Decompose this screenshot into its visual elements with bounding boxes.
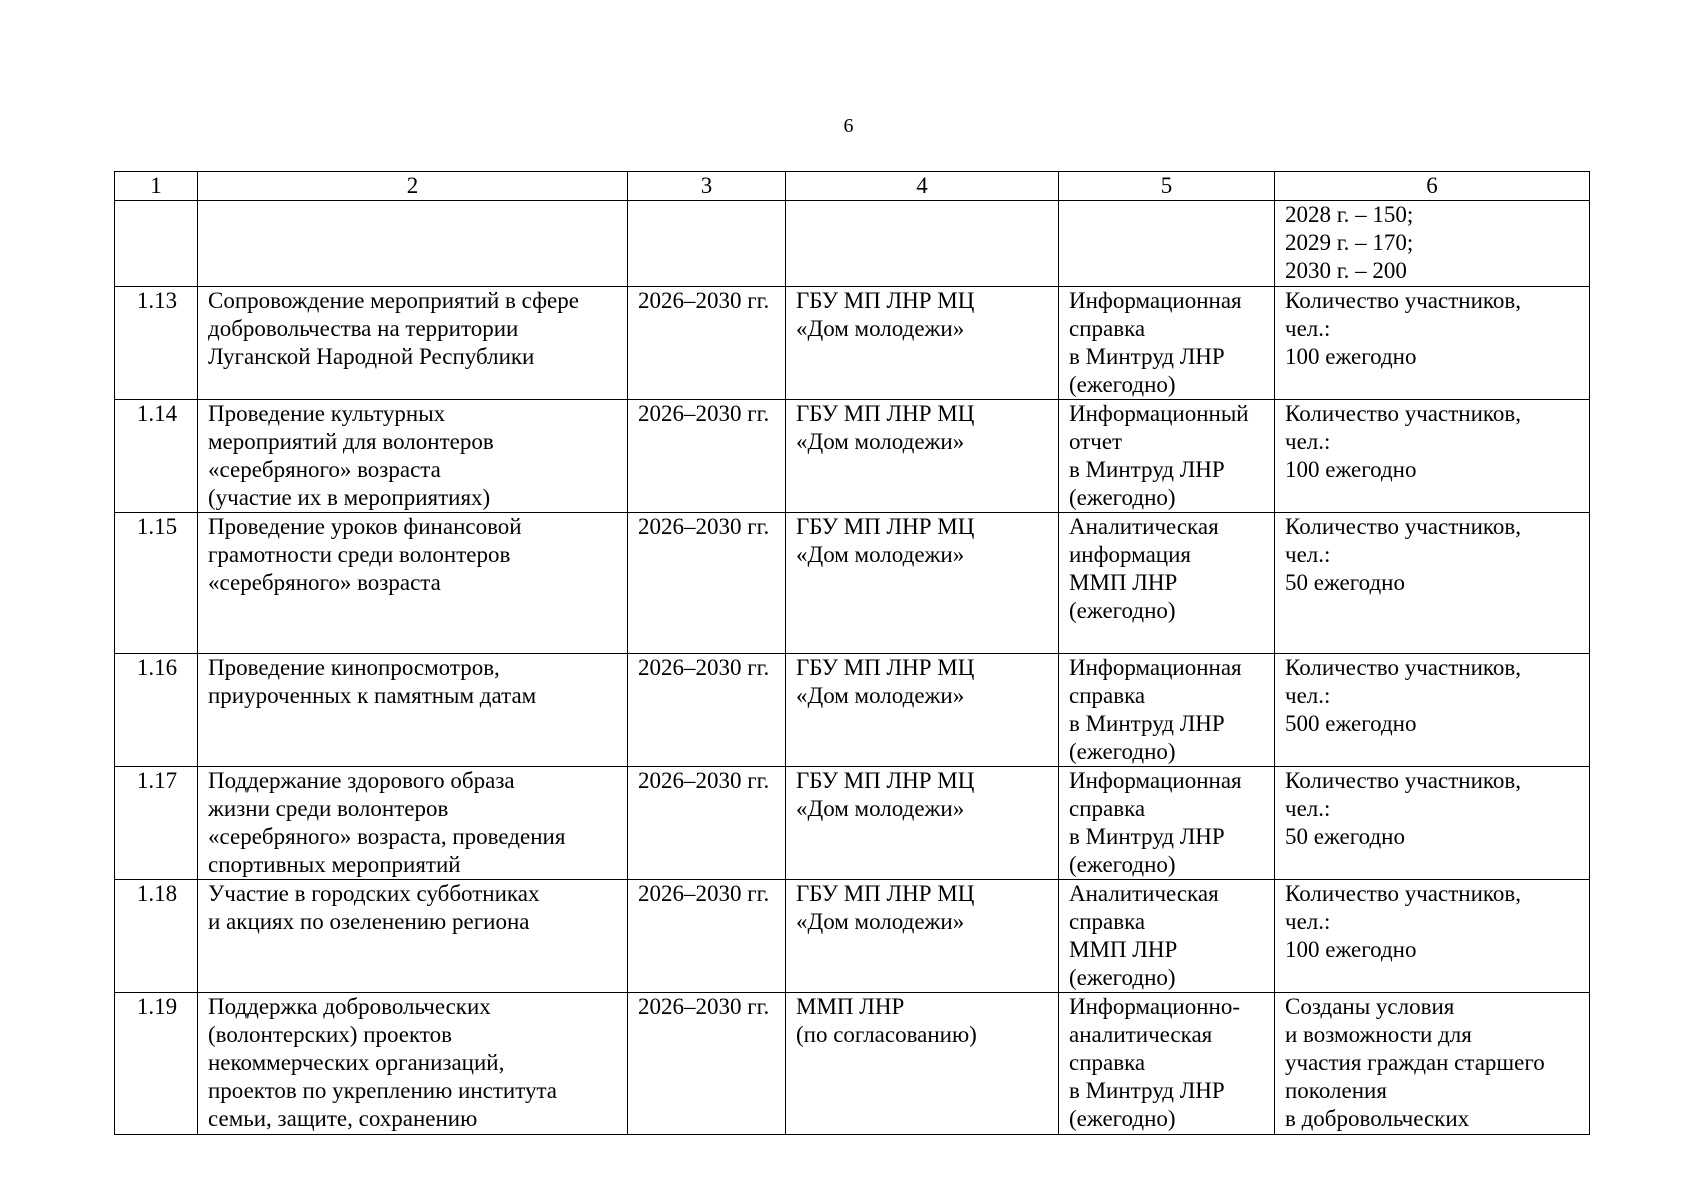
result-line: Количество участников, (1285, 514, 1522, 539)
executor-cell (786, 654, 1059, 767)
result-line: в добровольческих (1285, 1106, 1470, 1131)
table-row (115, 767, 1590, 880)
report-line: (ежегодно) (1069, 965, 1176, 990)
report-line: (ежегодно) (1069, 598, 1176, 623)
result-cell (1275, 513, 1590, 654)
report-line: справка (1069, 316, 1146, 341)
table-row (115, 880, 1590, 993)
number-cell: 1.17 (115, 767, 198, 880)
report-line: аналитическая (1069, 1022, 1213, 1047)
action-line: (участие их в мероприятиях) (208, 485, 491, 510)
report-line: в Минтруд ЛНР (1069, 344, 1225, 369)
result-line: Созданы условия (1285, 994, 1455, 1019)
action-line: «серебряного» возраста (208, 457, 441, 482)
report-line: Аналитическая (1069, 514, 1219, 539)
executor-line: «Дом молодежи» (796, 909, 965, 934)
result-cell (1275, 993, 1590, 1135)
result-line: участия граждан старшего (1285, 1050, 1545, 1075)
result-line: 2029 г. – 170; (1285, 230, 1414, 255)
executor-line: ММП ЛНР (796, 994, 905, 1019)
result-line: Количество участников, (1285, 881, 1522, 906)
action-cell (198, 201, 628, 287)
executor-line: «Дом молодежи» (796, 542, 965, 567)
action-line: мероприятий для волонтеров (208, 429, 494, 454)
result-line: 500 ежегодно (1285, 711, 1417, 736)
action-line: «серебряного» возраста (208, 570, 441, 595)
report-line: Информационный (1069, 401, 1249, 426)
executor-line: ГБУ МП ЛНР МЦ (796, 881, 975, 906)
report-cell (1059, 993, 1275, 1135)
report-line: (ежегодно) (1069, 852, 1176, 877)
result-line: Количество участников, (1285, 401, 1522, 426)
result-line: 100 ежегодно (1285, 344, 1417, 369)
table-row (115, 513, 1590, 654)
executor-line: «Дом молодежи» (796, 796, 965, 821)
executor-cell (786, 201, 1059, 287)
result-line: Количество участников, (1285, 288, 1522, 313)
table-row (115, 287, 1590, 400)
report-line: ММП ЛНР (1069, 937, 1178, 962)
table-row (115, 400, 1590, 513)
action-line: грамотности среди волонтеров (208, 542, 511, 567)
report-line: Информационная (1069, 288, 1242, 313)
result-line: Количество участников, (1285, 655, 1522, 680)
action-line: Сопровождение мероприятий в сфере (208, 288, 579, 313)
result-line: чел.: (1285, 796, 1331, 821)
report-line: Информационная (1069, 768, 1242, 793)
report-line: отчет (1069, 429, 1123, 454)
action-line: проектов по укреплению института (208, 1078, 557, 1103)
column-header-1: 1 (115, 172, 198, 201)
period-cell: 2026–2030 гг. (628, 400, 786, 513)
column-header-4: 4 (786, 172, 1059, 201)
number-cell: 1.16 (115, 654, 198, 767)
report-line: справка (1069, 1050, 1146, 1075)
result-cell (1275, 201, 1590, 287)
action-line: Проведение культурных (208, 401, 446, 426)
report-line: справка (1069, 683, 1146, 708)
number-cell: 1.14 (115, 400, 198, 513)
period-cell: 2026–2030 гг. (628, 513, 786, 654)
executor-cell (786, 513, 1059, 654)
result-line: чел.: (1285, 683, 1331, 708)
period-cell: 2026–2030 гг. (628, 287, 786, 400)
report-line: (ежегодно) (1069, 1106, 1176, 1131)
action-line: приуроченных к памятным датам (208, 683, 537, 708)
plan-table (114, 171, 1590, 1135)
executor-line: ГБУ МП ЛНР МЦ (796, 514, 975, 539)
result-line: чел.: (1285, 429, 1331, 454)
result-line: поколения (1285, 1078, 1387, 1103)
report-cell (1059, 201, 1275, 287)
action-line: (волонтерских) проектов (208, 1022, 452, 1047)
executor-line: ГБУ МП ЛНР МЦ (796, 288, 975, 313)
executor-line: ГБУ МП ЛНР МЦ (796, 401, 975, 426)
action-line: «серебряного» возраста, проведения (208, 824, 566, 849)
executor-line: ГБУ МП ЛНР МЦ (796, 768, 975, 793)
report-line: Информационно- (1069, 994, 1240, 1019)
action-line: Участие в городских субботниках (208, 881, 540, 906)
result-cell (1275, 287, 1590, 400)
report-line: справка (1069, 909, 1146, 934)
report-line: Информационная (1069, 655, 1242, 680)
report-line: в Минтруд ЛНР (1069, 1078, 1225, 1103)
action-line: Поддержание здорового образа (208, 768, 515, 793)
report-line: в Минтруд ЛНР (1069, 457, 1225, 482)
page-number: 6 (843, 115, 854, 137)
result-line: и возможности для (1285, 1022, 1472, 1047)
action-line: Проведение уроков финансовой (208, 514, 522, 539)
action-cell (198, 880, 628, 993)
period-cell (628, 201, 786, 287)
report-line: (ежегодно) (1069, 485, 1176, 510)
report-cell (1059, 767, 1275, 880)
executor-line: «Дом молодежи» (796, 429, 965, 454)
column-header-6: 6 (1275, 172, 1590, 201)
action-line: Луганской Народной Республики (208, 344, 535, 369)
action-line: добровольчества на территории (208, 316, 519, 341)
result-line: чел.: (1285, 542, 1331, 567)
report-line: в Минтруд ЛНР (1069, 824, 1225, 849)
result-cell (1275, 654, 1590, 767)
action-cell (198, 400, 628, 513)
report-line: Аналитическая (1069, 881, 1219, 906)
result-cell (1275, 880, 1590, 993)
report-line: ММП ЛНР (1069, 570, 1178, 595)
number-cell (115, 201, 198, 287)
table-row (115, 201, 1590, 287)
action-line: Поддержка добровольческих (208, 994, 491, 1019)
period-cell: 2026–2030 гг. (628, 993, 786, 1135)
action-cell (198, 654, 628, 767)
table-row (115, 654, 1590, 767)
result-line: 50 ежегодно (1285, 824, 1405, 849)
action-cell (198, 287, 628, 400)
action-line: и акциях по озеленению региона (208, 909, 530, 934)
number-cell: 1.15 (115, 513, 198, 654)
report-line: (ежегодно) (1069, 372, 1176, 397)
result-line: чел.: (1285, 909, 1331, 934)
number-cell: 1.13 (115, 287, 198, 400)
executor-cell (786, 767, 1059, 880)
action-line: спортивных мероприятий (208, 852, 461, 877)
column-header-5: 5 (1059, 172, 1275, 201)
number-cell: 1.19 (115, 993, 198, 1135)
report-line: информация (1069, 542, 1191, 567)
action-line: семьи, защите, сохранению (208, 1106, 478, 1131)
result-line: 2028 г. – 150; (1285, 202, 1414, 227)
result-line: 2030 г. – 200 (1285, 258, 1407, 283)
result-line: чел.: (1285, 316, 1331, 341)
column-header-2: 2 (198, 172, 628, 201)
report-line: в Минтруд ЛНР (1069, 711, 1225, 736)
period-cell: 2026–2030 гг. (628, 654, 786, 767)
report-cell (1059, 400, 1275, 513)
report-cell (1059, 880, 1275, 993)
executor-line: (по согласованию) (796, 1022, 977, 1047)
column-header-3: 3 (628, 172, 786, 201)
result-cell (1275, 767, 1590, 880)
action-cell (198, 767, 628, 880)
report-cell (1059, 654, 1275, 767)
action-line: жизни среди волонтеров (208, 796, 449, 821)
number-cell: 1.18 (115, 880, 198, 993)
action-cell (198, 993, 628, 1135)
report-cell (1059, 287, 1275, 400)
result-line: Количество участников, (1285, 768, 1522, 793)
executor-cell (786, 880, 1059, 993)
result-line: 100 ежегодно (1285, 937, 1417, 962)
table-body (115, 201, 1590, 1135)
executor-cell (786, 400, 1059, 513)
table-row (115, 993, 1590, 1135)
report-line: справка (1069, 796, 1146, 821)
report-line: (ежегодно) (1069, 739, 1176, 764)
executor-line: «Дом молодежи» (796, 683, 965, 708)
action-cell (198, 513, 628, 654)
executor-cell (786, 287, 1059, 400)
result-line: 50 ежегодно (1285, 570, 1405, 595)
action-line: некоммерческих организаций, (208, 1050, 505, 1075)
executor-cell (786, 993, 1059, 1135)
period-cell: 2026–2030 гг. (628, 880, 786, 993)
period-cell: 2026–2030 гг. (628, 767, 786, 880)
action-line: Проведение кинопросмотров, (208, 655, 500, 680)
report-cell (1059, 513, 1275, 654)
executor-line: ГБУ МП ЛНР МЦ (796, 655, 975, 680)
header-row (115, 172, 1590, 201)
result-line: 100 ежегодно (1285, 457, 1417, 482)
result-cell (1275, 400, 1590, 513)
executor-line: «Дом молодежи» (796, 316, 965, 341)
